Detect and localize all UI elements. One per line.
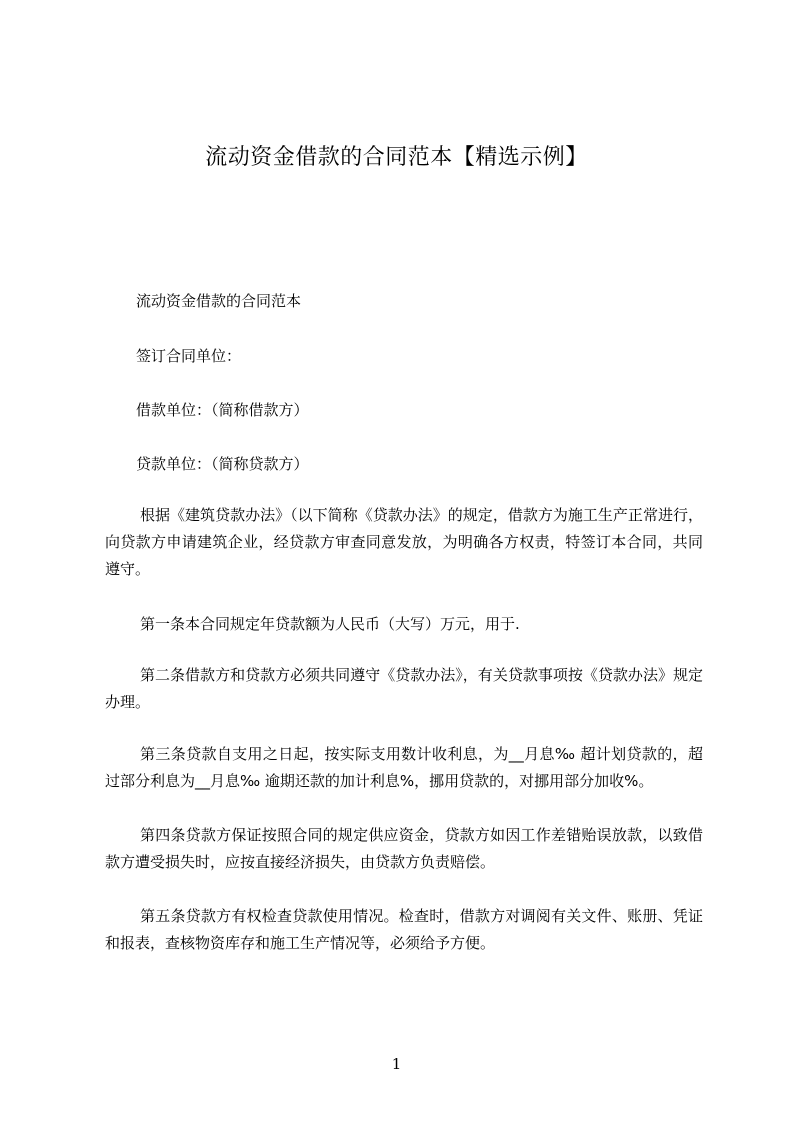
paragraph-preamble: 根据《建筑贷款办法》（以下简称《贷款办法》的规定，借款方为施工生产正常进行，向贷款方申请建筑企业，经贷款方审查同意发放，为明确各方权责，特签订本合同，共同遵守。: [105, 506, 703, 578]
borrower-line: 借款单位：（简称借款方）: [136, 401, 309, 419]
contract-heading: 流动资金借款的合同范本: [136, 292, 302, 310]
paragraph-article-1: 第一条本合同规定年贷款额为人民币（大写）万元，用于.: [140, 615, 520, 633]
signing-unit-label: 签订合同单位：: [136, 347, 242, 365]
paragraph-article-2: 第二条借款方和贷款方必须共同遵守《贷款办法》，有关贷款事项按《贷款办法》规定办理。: [105, 666, 703, 711]
document-title: 流动资金借款的合同范本【精选示例】: [205, 145, 588, 170]
lender-line: 贷款单位：（简称贷款方）: [136, 455, 309, 473]
page-number: 1: [391, 1055, 402, 1073]
paragraph-article-5: 第五条贷款方有权检查贷款使用情况。检查时，借款方对调阅有关文件、账册、凭证和报表，查核物资库存和施工生产情况等，必须给予方便。: [105, 907, 703, 952]
paragraph-article-4: 第四条贷款方保证按照合同的规定供应资金，贷款方如因工作差错贻误放款，以致借款方遭受损失时，应按直接经济损失，由贷款方负责赔偿。: [105, 826, 703, 871]
paragraph-article-3: 第三条贷款自支用之日起，按实际支用数计收利息，为__月息‰ 超计划贷款的，超过部分利息为__月息‰ 逾期还款的加计利息%，挪用贷款的，对挪用部分加收%。: [105, 745, 703, 790]
